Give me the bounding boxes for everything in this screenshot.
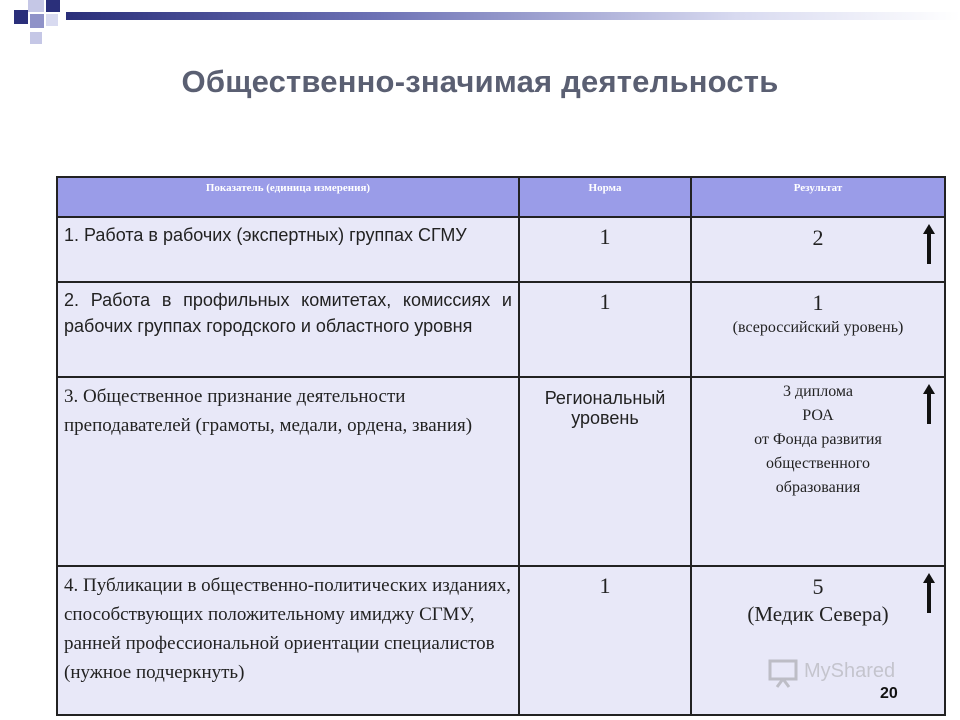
indicator-cell: 4. Публикации в общественно-политических изданиях, способствующих положительному имиджу СГМУ, ранней профессиональной ориентации специалистов (нужное подчеркнуть): [57, 566, 519, 715]
header-indicator: Показатель (единица измерения): [57, 177, 519, 217]
arrow-up-icon: [922, 573, 936, 613]
result-cell: [691, 566, 945, 715]
arrow-up-icon: [922, 384, 936, 424]
header-result: Результат: [691, 177, 945, 217]
arrow-up-icon: [922, 224, 936, 264]
table-header-row: [57, 177, 945, 217]
result-value: 2: [812, 225, 824, 250]
indicator-cell: 1. Работа в рабочих (экспертных) группах СГМУ: [57, 217, 519, 282]
result-line: от Фонда развития: [754, 431, 882, 448]
result-note: (всероссийский уровень): [732, 319, 904, 336]
result-line: 3 диплома: [782, 383, 854, 400]
header-norm: Норма: [519, 177, 691, 217]
result-value: 1: [812, 290, 824, 315]
table-row: [57, 217, 945, 282]
watermark: [768, 658, 928, 690]
page-number: 20: [880, 685, 898, 702]
table-row: [57, 282, 945, 377]
decorative-squares: [0, 0, 80, 60]
result-cell: [691, 282, 945, 377]
result-line: РОА: [802, 407, 834, 424]
norm-cell: 1: [519, 282, 691, 377]
indicator-cell: 3. Общественное признание деятельности преподавателей (грамоты, медали, ордена, звания): [57, 377, 519, 566]
result-line: образования: [775, 479, 861, 496]
decorative-top-bar: [66, 12, 960, 20]
result-note: (Медик Севера): [747, 602, 889, 626]
table-row: [57, 377, 945, 566]
norm-cell: Региональный уровень: [519, 377, 691, 566]
norm-cell: 1: [519, 566, 691, 715]
result-cell: [691, 217, 945, 282]
presentation-icon: [768, 658, 802, 688]
watermark-text: MyShared: [804, 660, 896, 682]
page-title: Общественно-значимая деятельность: [181, 64, 779, 99]
activity-table: [56, 176, 946, 716]
table-row: [57, 566, 945, 715]
indicator-cell: 2. Работа в профильных комитетах, комиссиях и рабочих группах городского и областного уровня: [57, 282, 519, 377]
result-cell: [691, 377, 945, 566]
norm-cell: 1: [519, 217, 691, 282]
result-value: 5: [812, 574, 824, 599]
result-line: общественного: [766, 455, 870, 472]
